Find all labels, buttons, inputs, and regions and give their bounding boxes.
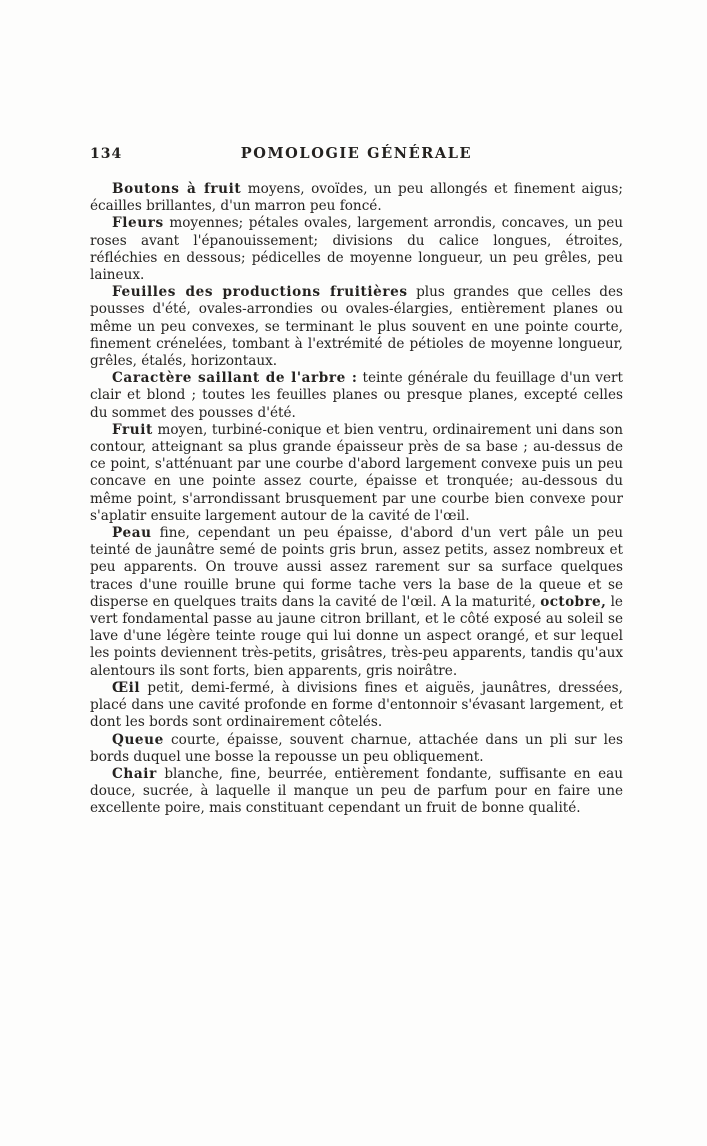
- page-title: POMOLOGIE GÉNÉRALE: [240, 145, 473, 162]
- paragraph-text: plus grandes que celles des pousses d'été, ovales-arrondies ou ovales-élargies, entièrement planes ou même un peu convexes, se terminant le plus souvent en une pointe courte, finement crénelées, tombant à l'extrémité de pétioles de moyenne longueur, grêles, étalés, horizontaux.: [90, 284, 623, 370]
- paragraph-lead: Queue: [112, 731, 164, 748]
- paragraph-lead: Peau: [112, 525, 152, 542]
- paragraph-lead: Feuilles des productions fruitières: [112, 284, 408, 301]
- paragraph-lead: Caractère saillant de l'arbre :: [112, 370, 358, 387]
- paragraph-lead: Fruit: [112, 421, 153, 438]
- running-header: [90, 145, 623, 165]
- paragraph-text: blanche, fine, beurrée, entièrement fondante, suffisante en eau douce, sucrée, à laquelle il manque un peu de parfum pour en faire une excellente poire, mais constituant cependant un fruit de bonne qualité.: [90, 765, 623, 817]
- paragraph-fleurs: [90, 215, 623, 284]
- paragraph-chair: [90, 766, 623, 818]
- paragraph-text: courte, épaisse, souvent charnue, attachée dans un pli sur les bords duquel une bosse la repousse un peu obliquement.: [90, 731, 623, 765]
- paragraph-fruit: [90, 422, 623, 525]
- paragraph-queue: [90, 732, 623, 766]
- bold-inline-octobre: octobre,: [540, 593, 607, 610]
- paragraph-lead: Chair: [112, 765, 157, 782]
- paragraph-text: fine, cependant un peu épaisse, d'abord d'un vert pâle un peu teinté de jaunâtre semé de points gris brun, assez petits, assez nombreux et peu apparents. On trouve aussi assez rarement sur sa surface quelques traces d'une rouille brune qui forme tache vers la base de la queue et se disperse en quelques traits dans la cavité de l'œil. A la maturité,: [90, 525, 623, 610]
- paragraph-feuilles: [90, 284, 623, 370]
- paragraph-text: petit, demi-fermé, à divisions fines et aiguës, jaunâtres, dressées, placé dans une cavité profonde en forme d'entonnoir s'évasant largement, et dont les bords sont ordinairement côtelés.: [90, 679, 623, 731]
- paragraph-text: le vert fondamental passe au jaune citron brillant, et le côté exposé au soleil se lave d'une légère teinte rouge qui lui donne un aspect orangé, et sur lequel les points deviennent très-petits, grisâtres, très-peu apparents, tandis qu'aux alentours ils sont forts, bien apparents, gris noirâtre.: [90, 593, 623, 679]
- paragraph-peau: [90, 525, 623, 680]
- paragraph-text: teinte générale du feuillage d'un vert clair et blond ; toutes les feuilles planes ou presque planes, excepté celles du sommet des pousses d'été.: [90, 370, 623, 421]
- paragraph-boutons-a-fruit: [90, 181, 623, 215]
- page-number: 134: [90, 146, 123, 162]
- paragraph-lead: Œil: [112, 679, 141, 696]
- paragraph-caractere-saillant: [90, 370, 623, 422]
- paragraph-text: moyens, ovoïdes, un peu allongés et finement aigus; écailles brillantes, d'un marron peu foncé.: [90, 181, 623, 215]
- body-text: [90, 181, 623, 818]
- paragraph-lead: Boutons à fruit: [112, 181, 242, 197]
- paragraph-text: moyen, turbiné-conique et bien ventru, ordinairement uni dans son contour, atteignant sa plus grande épaisseur près de sa base ; au-dessus de ce point, s'atténuant par une courbe d'abord largement convexe puis un peu concave en une pointe assez courte, épaisse et tronquée; au-dessous du même point, s'arrondissant brusquement par une courbe bien convexe pour s'aplatir ensuite largement autour de la cavité de l'œil.: [90, 421, 623, 524]
- paragraph-lead: Fleurs: [112, 215, 164, 232]
- paragraph-text: moyennes; pétales ovales, largement arrondis, concaves, un peu roses avant l'épanouissement; divisions du calice longues, étroites, réfléchies en dessous; pédicelles de moyenne longueur, un peu grêles, peu laineux.: [90, 215, 623, 284]
- paragraph-oeil: [90, 680, 623, 732]
